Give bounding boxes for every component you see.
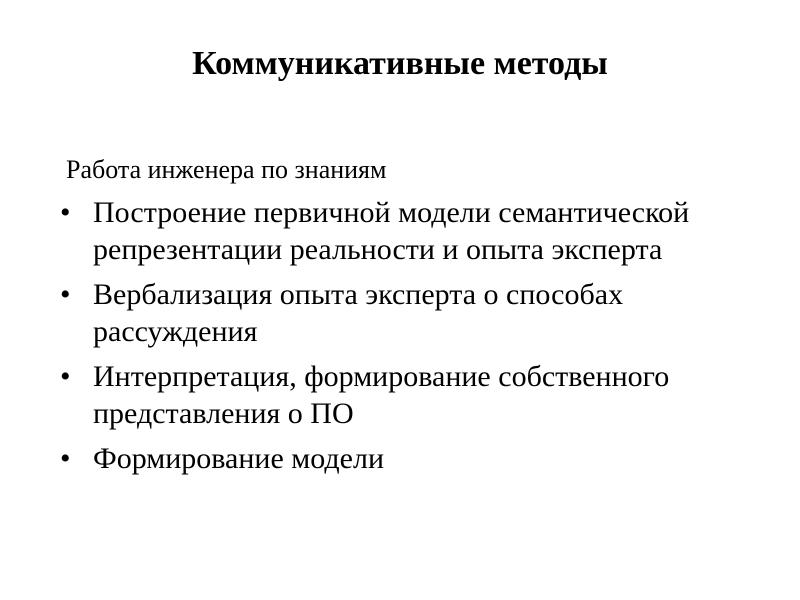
bullet-icon: • xyxy=(60,442,71,475)
slide-title: Коммуникативные методы xyxy=(192,45,608,82)
bullet-item xyxy=(60,358,760,432)
bullet-text: Построение первичной модели семантической репрезентации реальности и опыта эксперта xyxy=(93,196,690,266)
bullet-icon: • xyxy=(60,360,71,393)
bullet-icon: • xyxy=(60,278,71,311)
bullet-item xyxy=(60,440,760,477)
bullet-text: Интерпретация, формирование собственного представления о ПО xyxy=(93,360,670,430)
bullet-text: Вербализация опыта эксперта о способах рассуждения xyxy=(93,278,624,348)
slide-subtitle: Работа инженера по знаниям xyxy=(66,155,387,184)
bullet-list xyxy=(60,194,760,485)
bullet-text: Формирование модели xyxy=(93,442,385,475)
bullet-item xyxy=(60,276,760,350)
bullet-item xyxy=(60,194,760,268)
bullet-icon: • xyxy=(60,196,71,229)
